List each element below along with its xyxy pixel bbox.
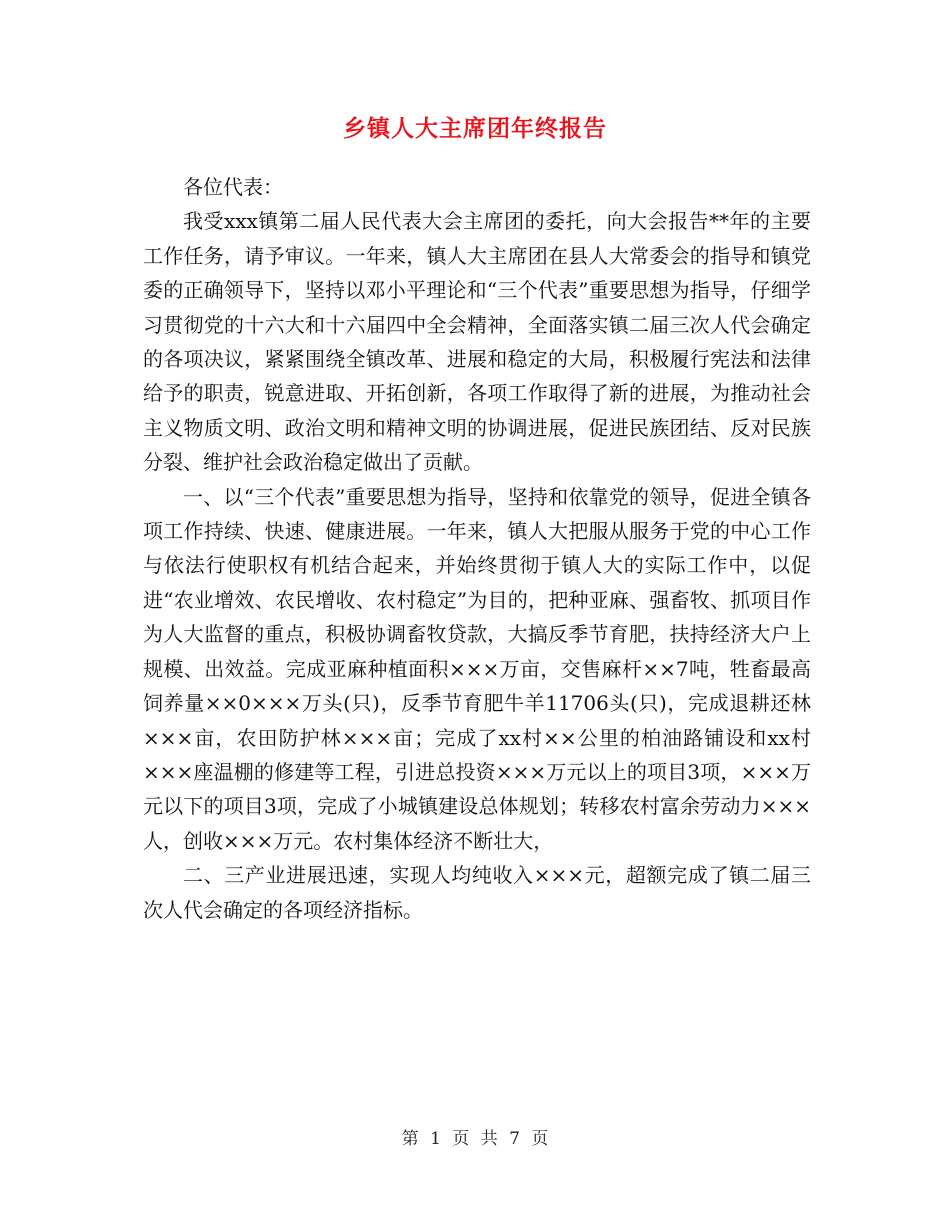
page-footer	[0, 1124, 950, 1149]
footer-page-suffix: 页	[531, 1129, 549, 1149]
paragraph-section-two: 二、三产业进展迅速，实现人均纯收入×××元，超额完成了镇二届三次人代会确定的各项经济指标。	[143, 863, 811, 922]
footer-page-mid: 页	[452, 1129, 470, 1149]
footer-total-label: 共	[480, 1129, 498, 1149]
salutation: 各位代表：	[183, 175, 283, 199]
footer-prefix: 第	[401, 1129, 419, 1149]
document-body	[143, 170, 811, 927]
document-title: 乡镇人大主席团年终报告	[343, 116, 607, 142]
paragraph-intro: 我受xxx镇第二届人民代表大会主席团的委托，向大会报告**年的主要工作任务，请予审议。一年来，镇人大主席团在县人大常委会的指导和镇党委的正确领导下，坚持以邓小平理论和“三个代表”重要思想为指导，仔细学习贯彻党的十六大和十六届四中全会精神，全面落实镇二届三次人代会确定的各项决议，紧紧围绕全镇改革、进展和稳定的大局，积极履行宪法和法律给予的职责，锐意进取、开拓创新，各项工作取得了新的进展，为推动社会主义物质文明、政治文明和精神文明的协调进展，促进民族团结、反对民族分裂、维护社会政治稳定做出了贡献。	[143, 209, 811, 475]
footer-total-pages: 7	[509, 1129, 520, 1149]
footer-current-page: 1	[430, 1129, 441, 1149]
paragraph-section-one: 一、以“三个代表”重要思想为指导，坚持和依靠党的领导，促进全镇各项工作持续、快速、健康进展。一年来，镇人大把服从服务于党的中心工作与依法行使职权有机结合起来，并始终贯彻于镇人大的实际工作中，以促进“农业增效、农民增收、农村稳定”为目的，把种亚麻、强畜牧、抓项目作为人大监督的重点，积极协调畜牧贷款，大搞反季节育肥，扶持经济大户上规模、出效益。完成亚麻种植面积×××万亩，交售麻杆××7吨，牲畜最高饲养量××0×××万头(只)，反季节育肥牛羊11706头(只)，完成退耕还林×××亩，农田防护林×××亩；完成了xx村××公里的柏油路铺设和xx村×××座温棚的修建等工程，引进总投资×××万元以上的项目3项，×××万元以下的项目3项，完成了小城镇建设总体规划；转移农村富余劳动力×××人，创收×××万元。农村集体经济不断壮大，	[143, 484, 811, 853]
